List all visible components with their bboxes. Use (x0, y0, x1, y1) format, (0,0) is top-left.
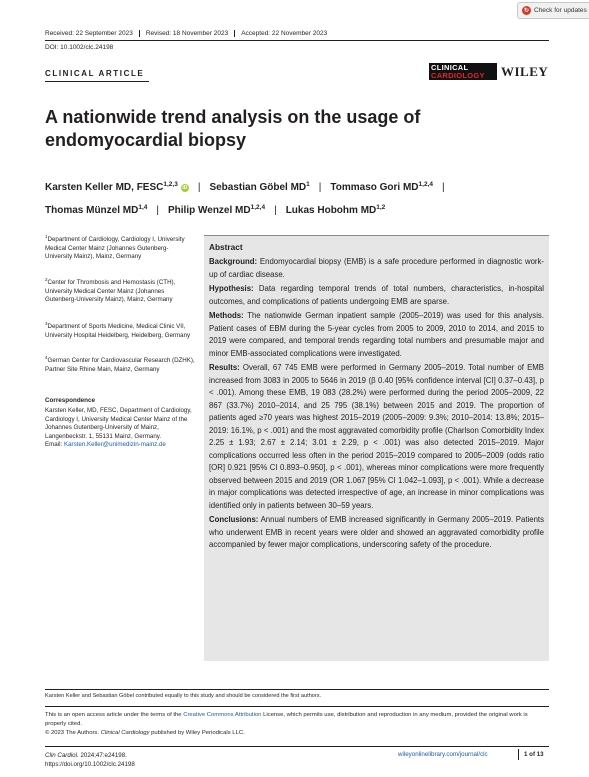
revised-date: Revised: 18 November 2023 (139, 30, 234, 37)
bottom-divider (45, 746, 549, 747)
doi: DOI: 10.1002/clc.24198 (45, 44, 114, 51)
received-date: Received: 22 September 2023 (45, 30, 133, 37)
orcid-icon[interactable]: iD (182, 185, 188, 191)
affiliation: $^3$Department of Sports Medicine, Medical Clinic VII, University Hospital Heidelberg, Heidelberg, Germany (45, 321, 191, 339)
journal-logo-line2: CARDIOLOGY (431, 71, 485, 80)
journal-site-link[interactable]: wileyonlinelibrary.com/journal/clc (398, 751, 488, 758)
author-separator: | (156, 205, 159, 216)
license-text: This is an open access article under the terms of the Creative Commons Attribution License, which permits use, distribution and reproduction in any medium, provided the original work is properly cited. © 2023 The Authors. Clinical Cardiology published by Wiley Periodicals LLC. (45, 712, 528, 736)
email-link[interactable]: Karsten.Keller@unimedizin-mainz.de (63, 441, 166, 449)
author[interactable]: Lukas Hobohm MD$^{1,2}$ (285, 204, 386, 216)
abstract-results: Results: Overall, 67 745 EMB were performed in Germany 2005–2019. Total number of EMB increased from 3083 in 2005 to 5646 in 2019 (β 0.40 [95% confidence interval [CI] 0.37–0.43], p < .001). Among these EMB, 19 083 (28.2%) were performed during the period 2005–2009, 22 867 (33.7%) 2010–2014, and 25 795 (38.1%) between 2015 and 2019. The proportion of patients aged ≥70 years was highest 2015–2019 (2005–2009: 9.3%; 2010–2014: 13.8%; 2015–2019: 16.1%, p < .001) and the most aggravated comorbidity profile (Charlson Comorbidity Index 2.25 ± 1.93; 2.67 ± 2.14; 3.01 ± 2.29, p < .001) was also detected 2015–2019. Major complications occurred less often in the period 2015–2019 compared to 2005–2009 (odds ratio [OR] 0.921 [95% CI 0.893–0.950], p < .001), whereas minor complications were more frequently observed between 2015 and 2019 (OR 1.067 [95% CI 1.042–1.093], p < .001). While a decrease in major complications was detected irrespective of age, an increase in minor complications was identified only in patients between 30–59 years. (209, 363, 545, 510)
author-separator: | (274, 205, 277, 216)
publisher-logo: WILEY (501, 64, 549, 79)
license-divider (45, 706, 549, 707)
article-type: CLINICAL ARTICLE (45, 69, 145, 78)
abstract-heading: Abstract (209, 242, 243, 252)
page-number: 1 of 13 (524, 751, 544, 758)
author[interactable]: Tommaso Gori MD$^{1,2,4}$ (330, 181, 433, 193)
page-separator (518, 749, 519, 760)
abstract-background: Background: Endomyocardial biopsy (EMB) is a safe procedure performed in diagnostic work-up of cardiac disease. (209, 257, 545, 279)
citation: Clin Cardiol. 2024;47:e24198. https://doi.org/10.1002/clc.24198 (45, 752, 135, 768)
author-separator: | (197, 182, 201, 193)
correspondence-heading: Correspondence (45, 397, 96, 404)
author-separator: | (318, 182, 322, 193)
author-separator: | (442, 182, 445, 193)
equal-contribution-note: Karsten Keller and Sebastian Göbel contributed equally to this study and should be considered the first authors. (45, 693, 322, 699)
affiliation: $^1$Department of Cardiology, Cardiology I, University Medical Center Mainz (Johannes Gutenberg-University Mainz), Mainz, Germany (45, 234, 185, 261)
abstract-conclusions: Conclusions: Annual numbers of EMB increased significantly in Germany 2005–2019. Patients who underwent EMB in recent years were older and showed an aggravated comorbidity profile accompanied by fewer major complications, underscoring safety of the procedure. (209, 515, 544, 549)
author-list (45, 175, 555, 221)
journal-logo-line1: CLINICAL (431, 63, 469, 72)
abstract-box (204, 235, 549, 661)
refresh-icon: ↻ (523, 8, 530, 14)
journal-logo (429, 63, 497, 80)
correspondence: Karsten Keller, MD, FESC, Department of Cardiology, Cardiology I, University Medical Center Mainz of the Johannes Gutenberg-University of Mainz, Langenbeckstr. 1, 55131 Mainz, Germany. Email: Karsten.Keller@unimedizin-mainz.de (45, 407, 192, 449)
check-for-updates-label: Check for updates (534, 7, 587, 14)
author[interactable]: Thomas Münzel MD$^{1,4}$ (45, 204, 148, 216)
article-type-underline (45, 81, 149, 82)
header-divider (45, 40, 549, 41)
affiliation: $^4$German Center for Cardiovascular Research (DZHK), Partner Site Rhine Main, Mainz, Germany (45, 355, 195, 373)
author[interactable]: Philip Wenzel MD$^{1,2,4}$ (168, 204, 266, 216)
affiliation: $^2$Center for Thrombosis and Hemostasis (CTH), University Medical Center Mainz (Johannes Gutenberg-University Mainz), Mainz, Germany (45, 277, 176, 304)
check-for-updates-button[interactable] (517, 2, 589, 19)
author[interactable]: Sebastian Göbel $MD^1$ (209, 181, 310, 193)
author[interactable]: Karsten Keller MD, FESC$^{1,2,3}$ iD (45, 181, 188, 193)
footnote-divider (45, 689, 549, 690)
accepted-date: Accepted: 22 November 2023 (234, 30, 333, 37)
citation-url[interactable]: https://doi.org/10.1002/clc.24198 (45, 761, 135, 768)
abstract-methods: Methods: The nationwide German inpatient sample (2005–2019) was used for this analysis. Patient cases of EBM during the 5-year cycles from 2005 to 2009, 2010 to 2014, and 2015 to 2019 were compared, and temporal trends regarding total numbers and presumable major and minor EMB-associated complications were investigated. (209, 311, 545, 358)
cc-license-link[interactable]: Creative Commons Attribution (183, 712, 262, 718)
abstract-hypothesis: Hypothesis: Data regarding temporal trends of total numbers, characteristics, in-hospital outcomes, and complications of patients undergoing EMB are sparse. (209, 284, 544, 306)
article-dates (45, 30, 333, 37)
article-title: A nationwide trend analysis on the usage of endomyocardial biopsy (45, 107, 421, 150)
